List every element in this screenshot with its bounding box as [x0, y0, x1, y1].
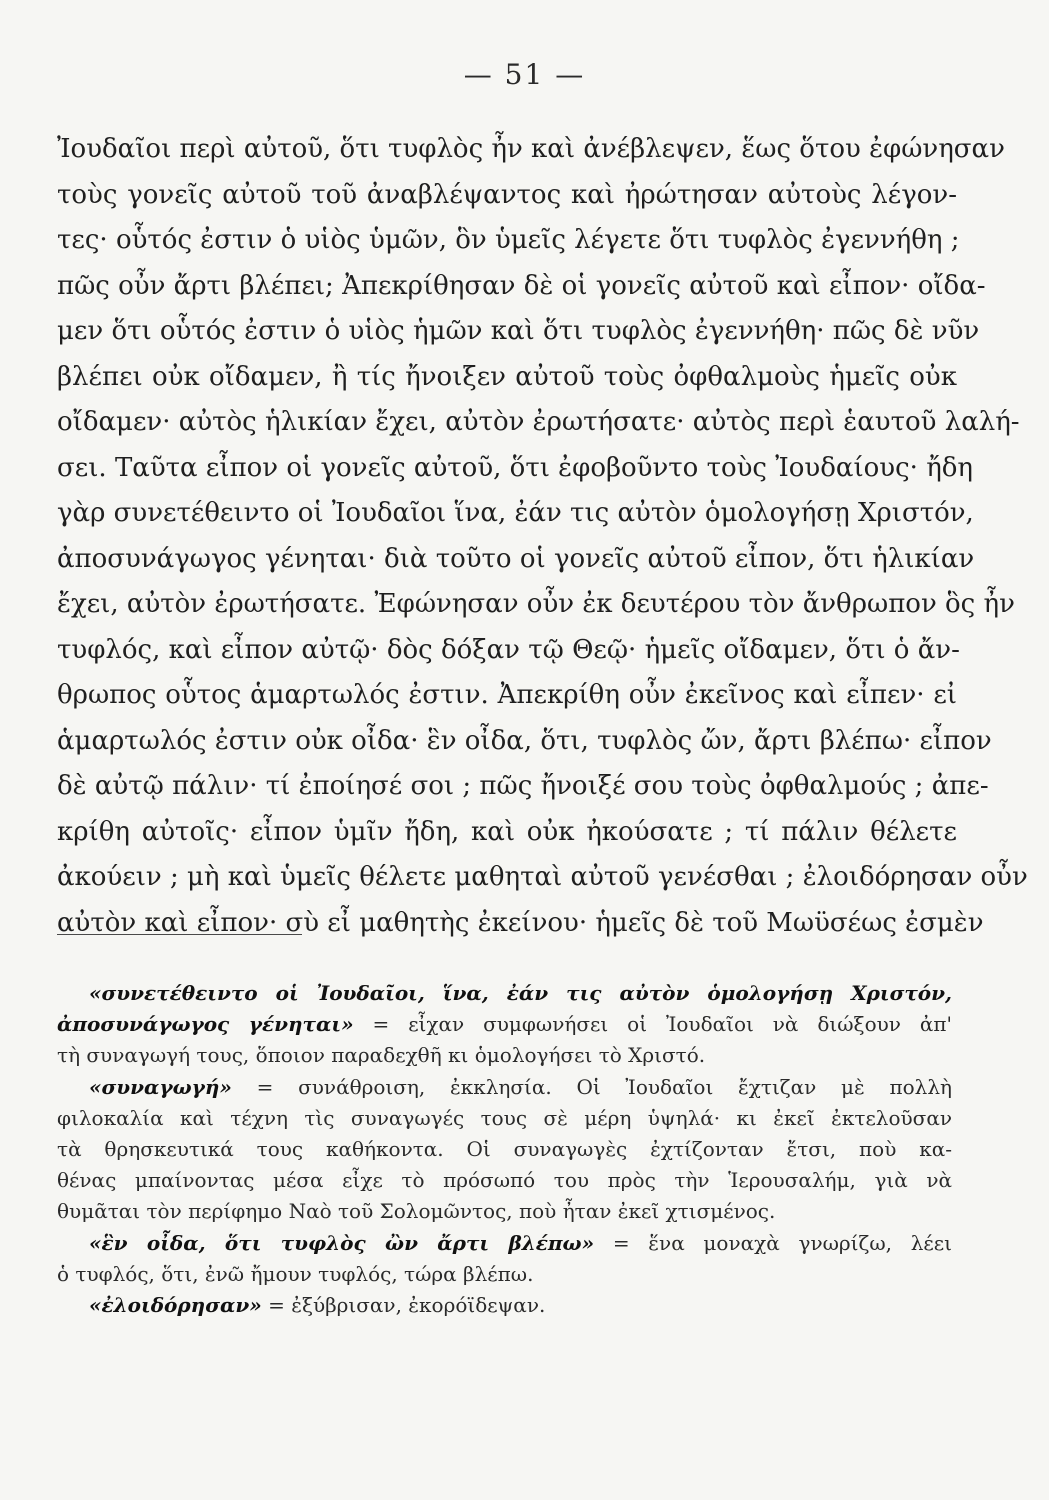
- note-text: = ἐξύβρισαν, ἐκορόϊδεψαν.: [261, 1293, 546, 1318]
- note-term: «ἓν οἶδα, ὅτι τυφλὸς ὢν ἄρτι βλέπω»: [89, 1230, 595, 1255]
- text-line: γὰρ συνετέθειντο οἱ Ἰουδαῖοι ἵνα, ἐάν τις αὐτὸν ὁμολογήσῃ Χριστόν,: [57, 498, 974, 528]
- note-line: [57, 978, 952, 1009]
- text-line: Ἰουδαῖοι περὶ αὐτοῦ, ὅτι τυφλὸς ἦν καὶ ἀνέβλεψεν, ἕως ὅτου ἐφώνησαν: [57, 134, 1005, 164]
- note-text: = εἶχαν συμφωνήσει οἱ Ἰουδαῖοι νὰ διώξουν ἀπ': [353, 1012, 953, 1037]
- text-line: αὐτὸν καὶ εἶπον· σὺ εἶ μαθητὴς ἐκείνου· ἡμεῖς δὲ τοῦ Μωϋσέως ἐσμὲν: [57, 907, 984, 938]
- text-line: τυφλός, καὶ εἶπον αὐτῷ· δὸς δόξαν τῷ Θεῷ· ἡμεῖς οἴδαμεν, ὅτι ὁ ἄν-: [57, 634, 960, 665]
- text-line: ἀκούειν ; μὴ καὶ ὑμεῖς θέλετε μαθηταὶ αὐτοῦ γενέσθαι ; ἐλοιδόρησαν οὖν: [57, 862, 1028, 892]
- page-number: — 51 —: [463, 58, 586, 91]
- text-line: τες· οὗτός ἐστιν ὁ υἱὸς ὑμῶν, ὃν ὑμεῖς λέγετε ὅτι τυφλὸς ἐγεννήθη ;: [57, 225, 960, 255]
- note-line: [57, 1290, 952, 1321]
- note-line: θένας μπαίνοντας μέσα εἶχε τὸ πρόσωπό του πρὸς τὴν Ἱερουσαλήμ, γιὰ νὰ: [57, 1168, 952, 1193]
- note-text: = συνάθροιση, ἐκκλησία. Οἱ Ἰουδαῖοι ἔχτιζαν μὲ πολλὴ: [231, 1074, 952, 1099]
- text-line: βλέπει οὐκ οἴδαμεν, ἢ τίς ἤνοιξεν αὐτοῦ τοὺς ὀφθαλμοὺς ἡμεῖς οὐκ: [57, 361, 957, 392]
- note-line: θυμᾶται τὸν περίφημο Ναὸ τοῦ Σολομῶντος, ποὺ ἦταν ἐκεῖ χτισμένος.: [57, 1199, 776, 1224]
- text-line: τοὺς γονεῖς αὐτοῦ τοῦ ἀναβλέψαντος καὶ ἠρώτησαν αὐτοὺς λέγον-: [57, 179, 957, 210]
- note-line: τὰ θρησκευτικά τους καθήκοντα. Οἱ συναγωγὲς ἐχτίζονταν ἔτσι, ποὺ κα-: [57, 1137, 952, 1162]
- note-line: [57, 1009, 952, 1040]
- note-term: ἀποσυνάγωγος γένηται»: [57, 1012, 354, 1037]
- text-line: πῶς οὖν ἄρτι βλέπει; Ἀπεκρίθησαν δὲ οἱ γονεῖς αὐτοῦ καὶ εἶπον· οἴδα-: [57, 270, 986, 301]
- note-line: τὴ συναγωγή τους, ὅποιον παραδεχθῆ κι ὁμολογήσει τὸ Χριστό.: [57, 1043, 706, 1068]
- note-term: «συναγωγή»: [89, 1074, 232, 1099]
- note-term: «συνετέθειντο οἱ Ἰουδαῖοι, ἵνα, ἐάν τις αὐτὸν ὁμολογήσῃ Χριστόν,: [89, 981, 952, 1005]
- text-line: οἴδαμεν· αὐτὸς ἡλικίαν ἔχει, αὐτὸν ἐρωτήσατε· αὐτὸς περὶ ἑαυτοῦ λαλή-: [57, 407, 1020, 437]
- text-line: ἔχει, αὐτὸν ἐρωτήσατε. Ἐφώνησαν οὖν ἐκ δευτέρου τὸν ἄνθρωπον ὃς ἦν: [57, 589, 1015, 619]
- text-line: κρίθη αὐτοῖς· εἶπον ὑμῖν ἤδη, καὶ οὐκ ἠκούσατε ; τί πάλιν θέλετε: [57, 816, 957, 847]
- note-line: ὁ τυφλός, ὅτι, ἐνῶ ἤμουν τυφλός, τώρα βλέπω.: [57, 1261, 534, 1286]
- text-line: μεν ὅτι οὗτός ἐστιν ὁ υἱὸς ἡμῶν καὶ ὅτι τυφλὸς ἐγεννήθη· πῶς δὲ νῦν: [57, 316, 980, 346]
- text-line: σει. Ταῦτα εἶπον οἱ γονεῖς αὐτοῦ, ὅτι ἐφοβοῦντο τοὺς Ἰουδαίους· ἤδη: [57, 452, 974, 483]
- note-term: «ἐλοιδόρησαν»: [89, 1293, 262, 1318]
- text-line: ἁμαρτωλός ἐστιν οὐκ οἶδα· ἓν οἶδα, ὅτι, τυφλὸς ὤν, ἄρτι βλέπω· εἶπον: [57, 725, 992, 756]
- note-line: [57, 1072, 952, 1103]
- text-line: δὲ αὐτῷ πάλιν· τί ἐποίησέ σοι ; πῶς ἤνοιξέ σου τοὺς ὀφθαλμούς ; ἀπε-: [57, 771, 989, 801]
- note-line: φιλοκαλία καὶ τέχνη τὶς συναγωγές τους σὲ μέρη ὑψηλά· κι ἐκεῖ ἐκτελοῦσαν: [57, 1105, 952, 1130]
- text-line: ἀποσυνάγωγος γένηται· διὰ τοῦτο οἱ γονεῖς αὐτοῦ εἶπον, ὅτι ἡλικίαν: [57, 543, 975, 574]
- footnotes: [57, 978, 952, 1321]
- main-text: [57, 127, 1028, 946]
- note-text: = ἕνα μοναχὰ γνωρίζω, λέει: [594, 1230, 952, 1255]
- text-line: θρωπος οὗτος ἁμαρτωλός ἐστιν. Ἀπεκρίθη οὖν ἐκεῖνος καὶ εἶπεν· εἰ: [57, 680, 957, 710]
- footnote-divider: [57, 934, 302, 935]
- note-line: [57, 1228, 952, 1259]
